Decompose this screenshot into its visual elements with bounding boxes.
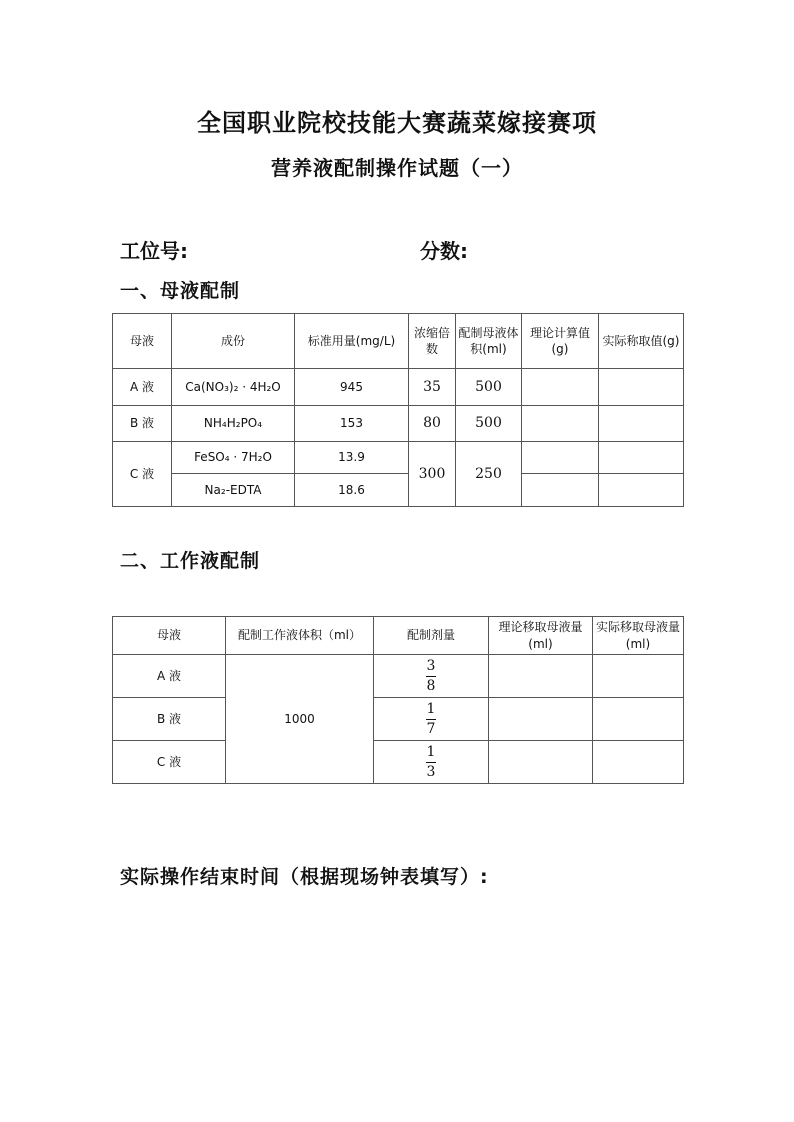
table-row: [113, 406, 684, 442]
column-header: 理论计算值(g): [522, 314, 599, 369]
amount-cell: 13.9: [295, 442, 409, 474]
volume-cell: 250: [456, 442, 522, 507]
score-label: 分数:: [420, 239, 468, 263]
column-header: 成份: [172, 314, 295, 369]
liquid-cell: C 液: [113, 741, 226, 784]
dose-fraction: [426, 659, 436, 693]
amount-cell: 153: [295, 406, 409, 442]
fraction-denominator: 7: [426, 721, 436, 737]
factor-cell: 300: [409, 442, 456, 507]
document-title: 全国职业院校技能大赛蔬菜嫁接赛项: [197, 109, 597, 137]
column-header: 实际移取母液量(ml): [593, 617, 684, 655]
fraction-numerator: 3: [426, 658, 436, 675]
table-row: [113, 655, 684, 698]
volume-cell: 1000: [226, 655, 374, 784]
component-cell: FeSO₄ · 7H₂O: [172, 442, 295, 474]
stock-solution-table: [112, 313, 684, 507]
column-header: 浓缩倍数: [409, 314, 456, 369]
table-row: [113, 442, 684, 474]
volume-cell: 500: [456, 406, 522, 442]
working-solution-table: [112, 616, 684, 784]
table-row: [113, 698, 684, 741]
document-subtitle: 营养液配制操作试题（一）: [271, 156, 523, 180]
column-header: 配制工作液体积（ml）: [226, 617, 374, 655]
table-row: [113, 474, 684, 507]
dose-fraction: [426, 702, 436, 736]
fraction-numerator: 1: [426, 744, 436, 761]
actual-value-cell[interactable]: [599, 406, 684, 442]
volume-cell: 500: [456, 369, 522, 406]
dose-cell: [374, 741, 489, 784]
column-header: 母液: [113, 314, 172, 369]
component-cell: Ca(NO₃)₂ · 4H₂O: [172, 369, 295, 406]
actual-value-cell[interactable]: [599, 369, 684, 406]
liquid-cell: B 液: [113, 406, 172, 442]
table-header-row: [113, 617, 684, 655]
station-number-label: 工位号:: [120, 239, 188, 263]
actual-volume-cell[interactable]: [593, 698, 684, 741]
theory-volume-cell[interactable]: [489, 698, 593, 741]
actual-volume-cell[interactable]: [593, 741, 684, 784]
amount-cell: 18.6: [295, 474, 409, 507]
column-header: 实际称取值(g): [599, 314, 684, 369]
factor-cell: 80: [409, 406, 456, 442]
component-cell: Na₂-EDTA: [172, 474, 295, 507]
theory-volume-cell[interactable]: [489, 655, 593, 698]
theory-value-cell[interactable]: [522, 369, 599, 406]
table-row: [113, 741, 684, 784]
liquid-cell: A 液: [113, 369, 172, 406]
fraction-denominator: 3: [426, 764, 436, 780]
section2-heading: 二、工作液配制: [120, 550, 261, 572]
table-row: [113, 369, 684, 406]
dose-fraction: [426, 745, 436, 779]
actual-value-cell[interactable]: [599, 442, 684, 474]
component-cell: NH₄H₂PO₄: [172, 406, 295, 442]
amount-cell: 945: [295, 369, 409, 406]
actual-value-cell[interactable]: [599, 474, 684, 507]
column-header: 配制母液体积(ml): [456, 314, 522, 369]
end-time-label: 实际操作结束时间（根据现场钟表填写）:: [120, 866, 489, 888]
column-header: 母液: [113, 617, 226, 655]
actual-volume-cell[interactable]: [593, 655, 684, 698]
section1-heading: 一、母液配制: [120, 280, 241, 302]
fraction-denominator: 8: [426, 678, 436, 694]
fraction-bar: [426, 762, 436, 763]
column-header: 配制剂量: [374, 617, 489, 655]
factor-cell: 35: [409, 369, 456, 406]
theory-value-cell[interactable]: [522, 474, 599, 507]
liquid-cell: B 液: [113, 698, 226, 741]
theory-value-cell[interactable]: [522, 442, 599, 474]
liquid-cell: C 液: [113, 442, 172, 507]
fraction-numerator: 1: [426, 701, 436, 718]
column-header: 标准用量(mg/L): [295, 314, 409, 369]
column-header: 理论移取母液量(ml): [489, 617, 593, 655]
dose-cell: [374, 655, 489, 698]
theory-volume-cell[interactable]: [489, 741, 593, 784]
liquid-cell: A 液: [113, 655, 226, 698]
theory-value-cell[interactable]: [522, 406, 599, 442]
table-header-row: [113, 314, 684, 369]
fraction-bar: [426, 676, 436, 677]
fraction-bar: [426, 719, 436, 720]
dose-cell: [374, 698, 489, 741]
